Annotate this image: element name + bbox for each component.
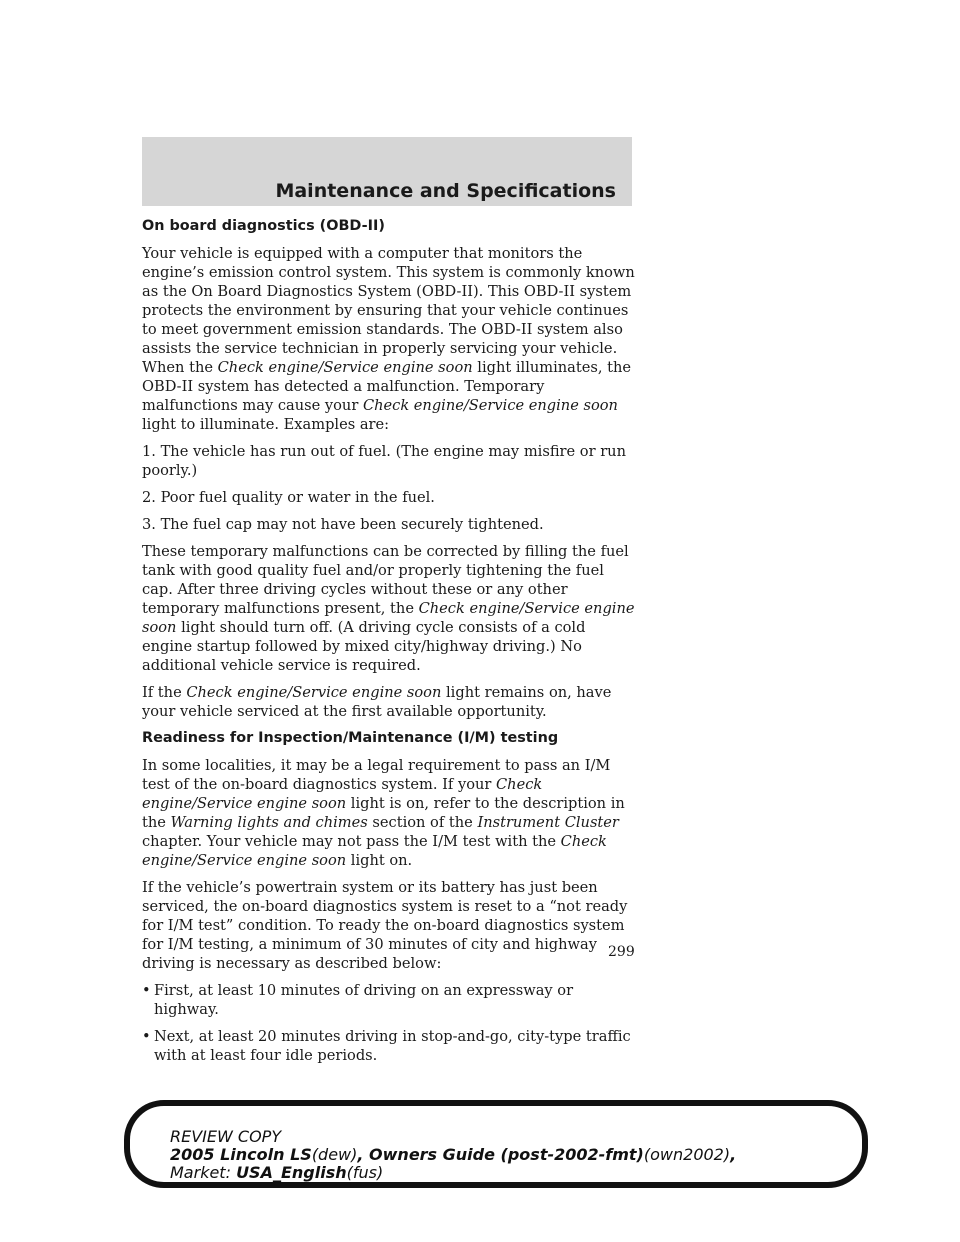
- example-item: 3. The fuel cap may not have been securely tightened.: [142, 516, 544, 533]
- chapter-title: Maintenance and Specifications: [275, 180, 616, 202]
- bullet-item: • Next, at least 20 minutes driving in stop-and-go, city-type traffic with at least four idle periods.: [142, 1028, 631, 1064]
- section-heading-obd: On board diagnostics (OBD-II): [142, 218, 385, 234]
- page-content: [142, 217, 638, 1073]
- im-test-paragraph: In some localities, it may be a legal requirement to pass an I/M test of the on-board diagnostics system. If your Check engine/Service engine soon light is on, refer to the description in the Warning lights and chimes section of the Instrument Cluster chapter. Your vehicle may not pass the I/M test with the Check engine/Service engine soon light on.: [142, 757, 625, 869]
- example-item: 1. The vehicle has run out of fuel. (The engine may misfire or run poorly.): [142, 443, 626, 479]
- bullet-item: • First, at least 10 minutes of driving on an expressway or highway.: [142, 982, 574, 1018]
- page-number: 299: [608, 944, 635, 960]
- bullet-mark: •: [142, 982, 151, 999]
- example-item: 2. Poor fuel quality or water in the fuel.: [142, 489, 435, 506]
- chapter-header-band: [142, 137, 632, 206]
- review-copy-label: REVIEW COPY: [170, 1127, 282, 1146]
- bullet-mark: •: [142, 1028, 151, 1045]
- market-line: Market: USA_English(fus): [170, 1163, 384, 1182]
- reset-paragraph: If the vehicle’s powertrain system or its battery has just been serviced, the on-board diagnostics system is reset to a “not ready for I/M test” condition. To ready the on-board diagnostics system for I/M testing, a minimum of 30 minutes of city and highway driving is necessary as described below:: [142, 879, 628, 972]
- temporary-malfunctions-paragraph: These temporary malfunctions can be corrected by filling the fuel tank with good quality fuel and/or properly tightening the fuel cap. After three driving cycles without these or any other temporary malfunctions present, the Check engine/Service engine soon light should turn off. (A driving cycle consists of a cold engine startup followed by mixed city/highway driving.) No additional vehicle service is required.: [142, 543, 635, 674]
- review-copy-box: [124, 1100, 868, 1188]
- section-heading-im-testing: Readiness for Inspection/Maintenance (I/M) testing: [142, 730, 559, 746]
- light-remains-paragraph: If the Check engine/Service engine soon light remains on, have your vehicle serviced at the first available opportunity.: [142, 684, 612, 720]
- obd-intro-paragraph: Your vehicle is equipped with a computer that monitors the engine’s emission control system. This system is commonly known as the On Board Diagnostics System (OBD-II). This OBD-II system protects the environment by ensuring that your vehicle continues to meet government emission standards. The OBD-II system also assists the service technician in properly servicing your vehicle. When the Check engine/Service engine soon light illuminates, the OBD-II system has detected a malfunction. Temporary malfunctions may cause your Check engine/Service engine soon light to illuminate. Examples are:: [142, 245, 635, 433]
- review-copy-text: [170, 1128, 870, 1182]
- document-identifier: 2005 Lincoln LS(dew), Owners Guide (post-2002-fmt)(own2002),: [170, 1145, 737, 1164]
